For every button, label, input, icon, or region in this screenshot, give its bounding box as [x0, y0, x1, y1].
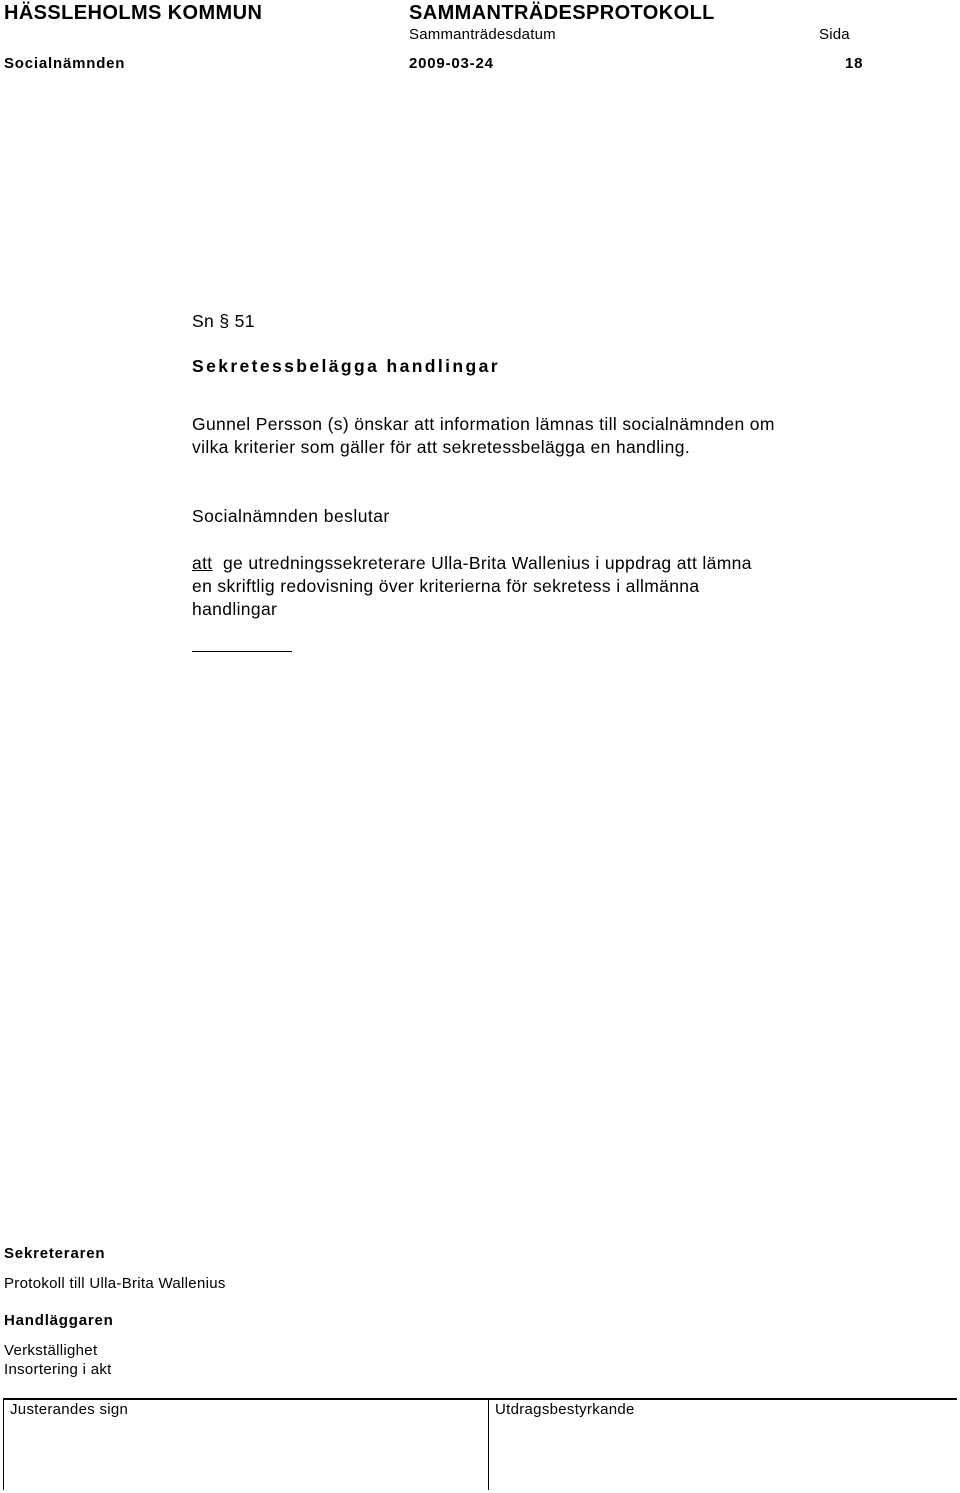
decision-line-3: handlingar: [192, 599, 278, 619]
signature-box-divider: [488, 1398, 489, 1490]
document-type: SAMMANTRÄDESPROTOKOLL: [409, 2, 715, 24]
section-end-rule: [192, 651, 292, 652]
adjuster-sign-label: Justerandes sign: [10, 1401, 129, 1418]
decision-att-keyword: att: [192, 553, 213, 573]
protocol-recipient: Protokoll till Ulla-Brita Wallenius: [4, 1275, 226, 1292]
section-title: Sekretessbelägga handlingar: [192, 356, 500, 376]
handler-label: Handläggaren: [4, 1312, 114, 1329]
secretary-label: Sekreteraren: [4, 1245, 106, 1262]
execution-label: Verkställighet: [4, 1342, 98, 1359]
decision-line-2: en skriftlig redovisning över kriterierna för sekretess i allmänna: [192, 576, 700, 596]
meeting-date: 2009-03-24: [409, 55, 494, 72]
decision-line-1: [192, 552, 752, 575]
page-label: Sida: [819, 26, 850, 43]
description-line-1: Gunnel Persson (s) önskar att information lämnas till socialnämnden om: [192, 414, 775, 434]
meeting-date-label: Sammanträdesdatum: [409, 26, 556, 43]
description-line-2: vilka kriterier som gäller för att sekretessbelägga en handling.: [192, 437, 691, 457]
municipality-name: HÄSSLEHOLMS KOMMUN: [4, 2, 263, 24]
extract-certification-label: Utdragsbestyrkande: [495, 1401, 635, 1418]
paragraph-number: Sn § 51: [192, 311, 255, 331]
decision-heading: Socialnämnden beslutar: [192, 506, 390, 526]
page-number: 18: [845, 55, 864, 72]
decision-line-1-text: ge utredningssekreterare Ulla-Brita Wallenius i uppdrag att lämna: [222, 553, 752, 573]
filing-label: Insortering i akt: [4, 1361, 112, 1378]
committee-name: Socialnämnden: [4, 55, 126, 72]
signature-box: [3, 1398, 957, 1490]
